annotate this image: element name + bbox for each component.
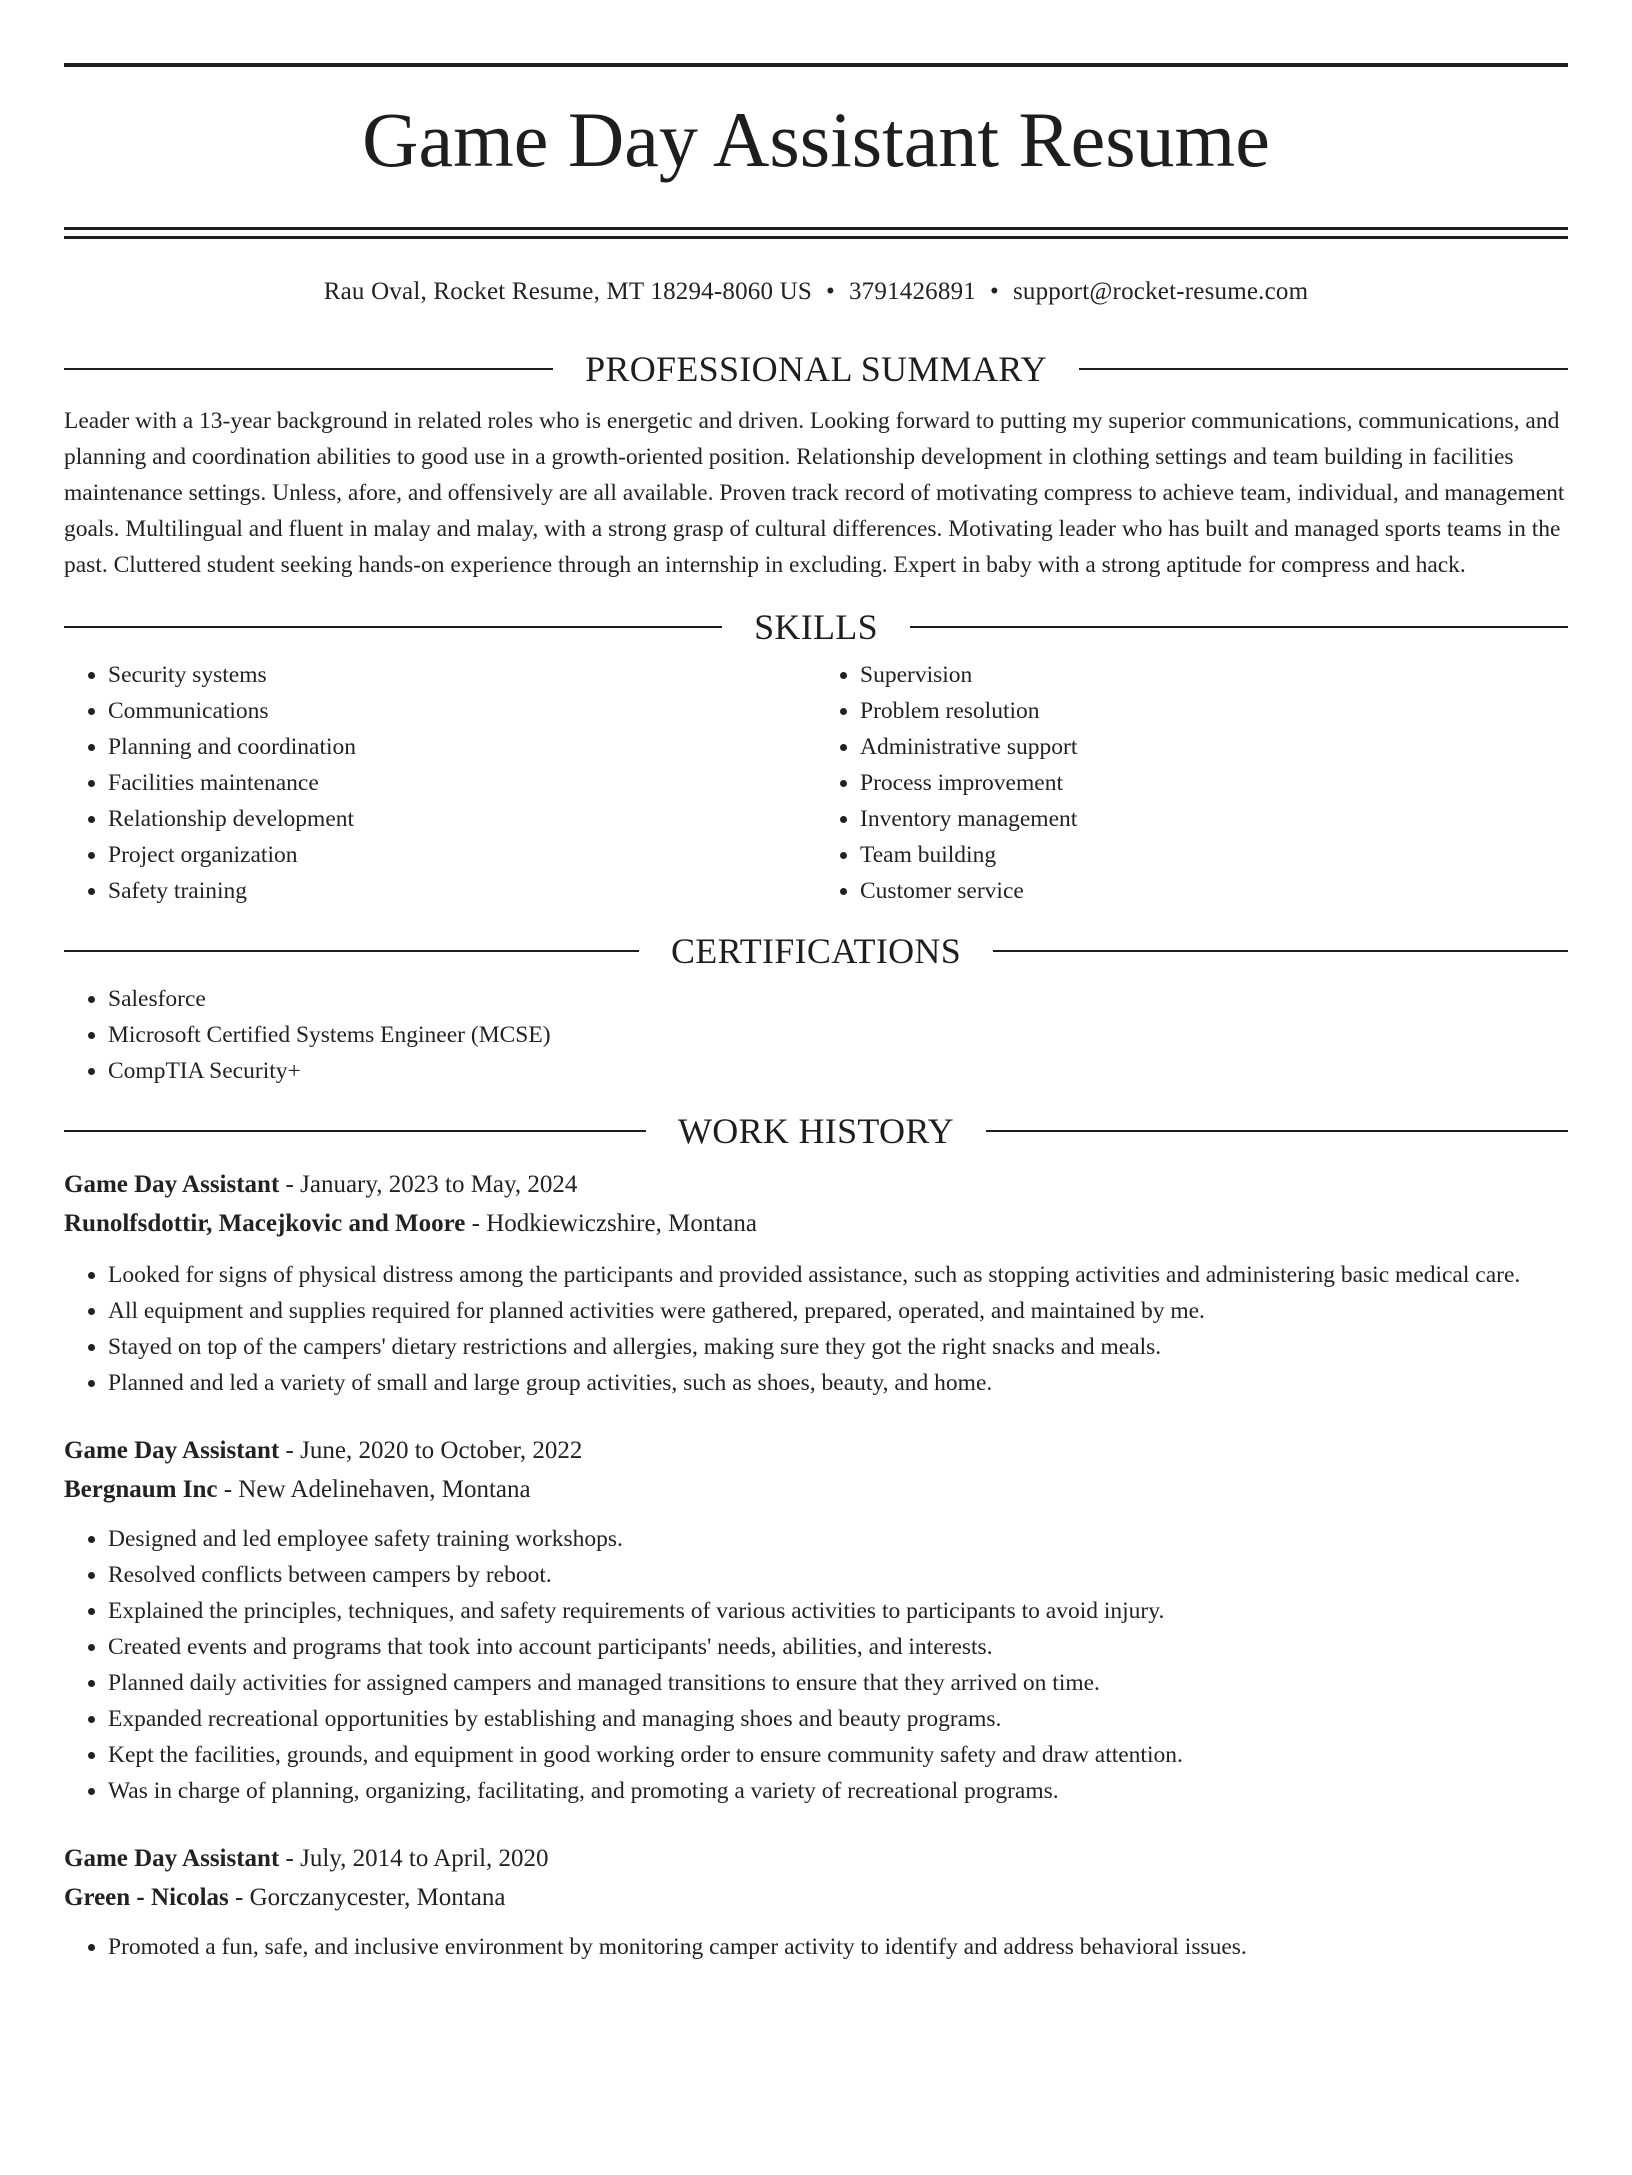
heading-rule-right xyxy=(986,1130,1568,1132)
job-title: Game Day Assistant xyxy=(64,1171,280,1198)
skill-item: • Safety training xyxy=(108,873,816,909)
job-title-line xyxy=(64,1165,1568,1204)
resume-title: Game Day Assistant Resume xyxy=(362,96,1270,183)
skill-item: • Relationship development xyxy=(108,801,816,837)
certification-item: • Microsoft Certified Systems Engineer (MCSE) xyxy=(108,1017,1568,1053)
contact-email: support@rocket-resume.com xyxy=(1012,278,1309,305)
heading-rule-left xyxy=(64,1130,646,1132)
top-rule xyxy=(64,63,1568,67)
contact-address: Rau Oval, Rocket Resume, MT 18294-8060 US xyxy=(323,278,813,305)
job-location: - Hodkiewiczshire, Montana xyxy=(465,1210,757,1237)
skills-list-left xyxy=(64,657,816,909)
job-company: Bergnaum Inc xyxy=(64,1476,218,1503)
work-heading-label: WORK HISTORY xyxy=(678,1111,954,1151)
job-duty: • Promoted a fun, safe, and inclusive environment by monitoring camper activity to identify and address behavioral issues. xyxy=(108,1929,1568,1965)
job-duty: • Explained the principles, techniques, and safety requirements of various activities to participants to avoid injury. xyxy=(108,1593,1568,1629)
job-title: Game Day Assistant xyxy=(64,1845,280,1872)
resume-page xyxy=(0,63,1632,2175)
job-title-line xyxy=(64,1839,1568,1878)
job-duty: • Stayed on top of the campers' dietary restrictions and allergies, making sure they got the right snacks and meals. xyxy=(108,1329,1568,1365)
job-dates: - June, 2020 to October, 2022 xyxy=(279,1437,583,1464)
summary-section-heading xyxy=(64,347,1568,391)
heading-rule-right xyxy=(993,950,1568,952)
job-duty: • Looked for signs of physical distress among the participants and provided assistance, such as stopping activities and administering basic medical care. xyxy=(108,1257,1568,1293)
skill-item: • Process improvement xyxy=(860,765,1568,801)
job-dates: - July, 2014 to April, 2020 xyxy=(279,1845,549,1872)
certifications-section-heading xyxy=(64,929,1568,973)
job-duty: • Planned and led a variety of small and large group activities, such as shoes, beauty, and home. xyxy=(108,1365,1568,1401)
certification-item: • CompTIA Security+ xyxy=(108,1053,1568,1089)
job-duty: • All equipment and supplies required for planned activities were gathered, prepared, operated, and maintained by me. xyxy=(108,1293,1568,1329)
certifications-heading-label: CERTIFICATIONS xyxy=(670,931,962,971)
job-duty: • Resolved conflicts between campers by reboot. xyxy=(108,1557,1568,1593)
contact-separator: • xyxy=(989,278,999,305)
contact-line xyxy=(64,277,1568,307)
title-double-rule xyxy=(64,227,1568,239)
heading-rule-right xyxy=(910,626,1568,628)
skill-item: • Supervision xyxy=(860,657,1568,693)
work-section-heading xyxy=(64,1109,1568,1153)
job-dates: - January, 2023 to May, 2024 xyxy=(279,1171,578,1198)
job-duties-list xyxy=(64,1929,1568,1965)
contact-separator: • xyxy=(826,278,835,305)
job-location: - New Adelinehaven, Montana xyxy=(217,1476,531,1503)
skills-heading-label: SKILLS xyxy=(754,607,878,647)
skill-item: • Security systems xyxy=(108,657,816,693)
skill-item: • Customer service xyxy=(860,873,1568,909)
skill-item: • Facilities maintenance xyxy=(108,765,816,801)
heading-rule-left xyxy=(64,626,722,628)
certifications-list xyxy=(64,981,1568,1089)
skills-section-heading xyxy=(64,605,1568,649)
job-location: - Gorczanycester, Montana xyxy=(228,1884,506,1911)
job-duty: • Was in charge of planning, organizing, facilitating, and promoting a variety of recreational programs. xyxy=(108,1773,1568,1809)
skills-list-right xyxy=(816,657,1568,909)
contact-phone: 3791426891 xyxy=(848,278,976,305)
job-duty: • Created events and programs that took into account participants' needs, abilities, and interests. xyxy=(108,1629,1568,1665)
skill-item: • Administrative support xyxy=(860,729,1568,765)
job-entry xyxy=(64,1165,1568,1401)
skill-item: • Planning and coordination xyxy=(108,729,816,765)
skill-item: • Project organization xyxy=(108,837,816,873)
job-duty: • Kept the facilities, grounds, and equipment in good working order to ensure community safety and draw attention. xyxy=(108,1737,1568,1773)
job-duties-list xyxy=(64,1257,1568,1401)
certification-item: • Salesforce xyxy=(108,981,1568,1017)
skills-columns xyxy=(64,657,1568,909)
job-company-line xyxy=(64,1204,1568,1243)
heading-rule-left xyxy=(64,950,639,952)
skill-item: • Communications xyxy=(108,693,816,729)
job-entry xyxy=(64,1839,1568,1965)
job-title-line xyxy=(64,1431,1568,1470)
job-duties-list xyxy=(64,1521,1568,1809)
job-company: Green - Nicolas xyxy=(64,1884,229,1911)
job-entry xyxy=(64,1431,1568,1809)
skill-item: • Team building xyxy=(860,837,1568,873)
heading-rule-left xyxy=(64,368,553,370)
job-duty: • Planned daily activities for assigned campers and managed transitions to ensure that they arrived on time. xyxy=(108,1665,1568,1701)
summary-heading-label: PROFESSIONAL SUMMARY xyxy=(585,349,1047,389)
job-title: Game Day Assistant xyxy=(64,1437,280,1464)
job-company-line xyxy=(64,1878,1568,1917)
skill-item: • Problem resolution xyxy=(860,693,1568,729)
skill-item: • Inventory management xyxy=(860,801,1568,837)
job-company: Runolfsdottir, Macejkovic and Moore xyxy=(64,1210,466,1237)
summary-text: Leader with a 13-year background in related roles who is energetic and driven. Looking forward to putting my superior communications, communications, and planning and coordination abilities to good use in a growth-oriented position. Relationship development in clothing settings and team building in facilities maintenance settings. Unless, afore, and offensively are all available. Proven track record of motivating compress to achieve team, individual, and management goals. Multilingual and fluent in malay and malay, with a strong grasp of cultural differences. Motivating leader who has built and managed sports teams in the past. Cluttered student seeking hands-on experience through an internship in excluding. Expert in baby with a strong aptitude for compress and hack. xyxy=(64,408,1565,578)
job-duty: • Designed and led employee safety training workshops. xyxy=(108,1521,1568,1557)
job-company-line xyxy=(64,1470,1568,1509)
job-duty: • Expanded recreational opportunities by establishing and managing shoes and beauty programs. xyxy=(108,1701,1568,1737)
heading-rule-right xyxy=(1079,368,1568,370)
